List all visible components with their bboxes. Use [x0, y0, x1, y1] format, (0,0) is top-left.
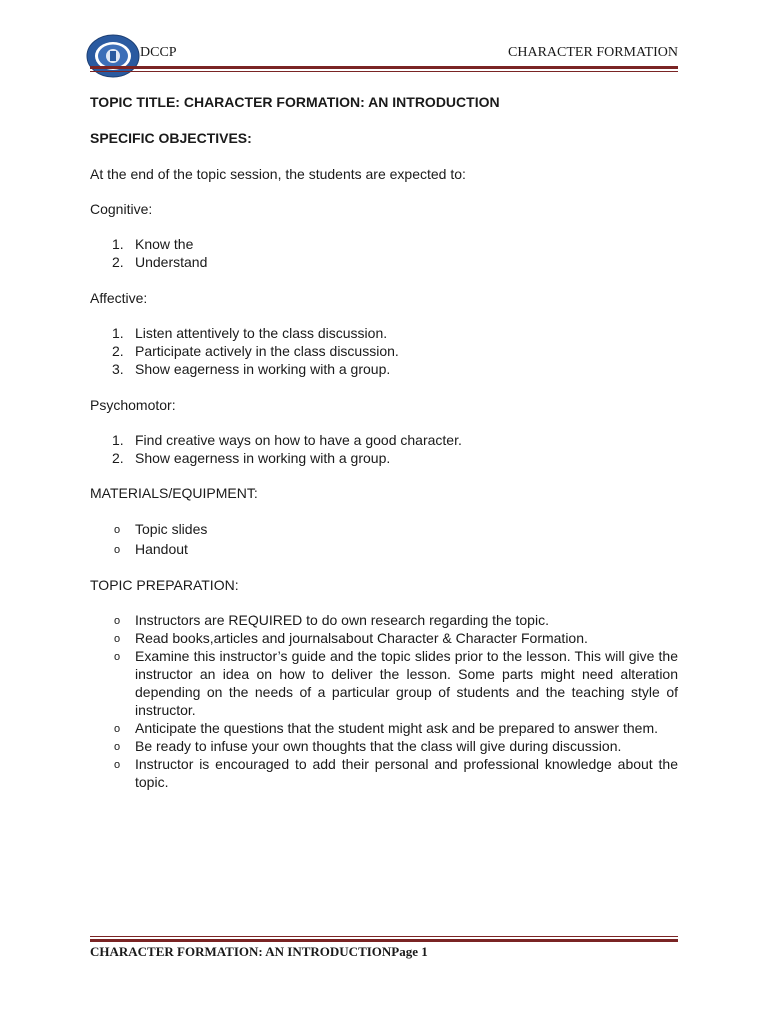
cognitive-list [90, 235, 678, 271]
list-item-text: Read books,articles and journalsabout Character & Character Formation. [135, 630, 588, 646]
bullet-icon: o [114, 741, 121, 753]
list-item-text: Topic slides [135, 521, 208, 537]
page-footer: CHARACTER FORMATION: AN INTRODUCTIONPage 1 [90, 944, 428, 959]
list-item [90, 539, 678, 559]
list-item [90, 342, 678, 360]
list-item [90, 755, 678, 791]
list-number: 3. [112, 361, 124, 377]
materials-list [90, 519, 678, 559]
preparation-list [90, 611, 678, 791]
list-item [90, 719, 678, 737]
list-item-text: Know the [135, 236, 194, 252]
bullet-icon: o [114, 759, 121, 771]
list-number: 1. [112, 236, 124, 252]
header-rule [90, 66, 678, 69]
list-item-text: Find creative ways on how to have a good character. [135, 432, 462, 448]
bullet-icon: o [114, 524, 121, 536]
preparation-label: TOPIC PREPARATION: [90, 577, 239, 593]
bullet-icon: o [114, 651, 121, 663]
list-item-text: Show eagerness in working with a group. [135, 450, 391, 466]
list-item [90, 253, 678, 271]
list-item-text: Participate actively in the class discussion. [135, 343, 399, 359]
list-item [90, 519, 678, 539]
materials-label: MATERIALS/EQUIPMENT: [90, 485, 258, 501]
header-left-label: DCCP [140, 45, 177, 60]
bullet-icon: o [114, 633, 121, 645]
bullet-icon: o [114, 615, 121, 627]
list-item-text: Handout [135, 541, 188, 557]
cognitive-label: Cognitive: [90, 201, 153, 217]
footer-rule [90, 939, 678, 942]
bullet-icon: o [114, 544, 121, 556]
list-item-text: Instructors are REQUIRED to do own research regarding the topic. [135, 612, 549, 628]
intro-text: At the end of the topic session, the students are expected to: [90, 166, 466, 182]
header-right-label: CHARACTER FORMATION [508, 45, 678, 60]
topic-title: TOPIC TITLE: CHARACTER FORMATION: AN INTRODUCTION [90, 94, 500, 110]
list-item-text: Instructor is encouraged to add their personal and professional knowledge about the topic. [135, 756, 678, 790]
psychomotor-label: Psychomotor: [90, 397, 176, 413]
affective-label: Affective: [90, 290, 148, 306]
list-item [90, 360, 678, 378]
list-item [90, 737, 678, 755]
list-item-text: Anticipate the questions that the student might ask and be prepared to answer them. [135, 720, 658, 736]
objectives-heading: SPECIFIC OBJECTIVES: [90, 130, 252, 146]
list-item-text: Understand [135, 254, 208, 270]
list-item-text: Show eagerness in working with a group. [135, 361, 391, 377]
psychomotor-list [90, 431, 678, 467]
list-item [90, 611, 678, 629]
list-item-text: Listen attentively to the class discussion. [135, 325, 388, 341]
list-number: 2. [112, 254, 124, 270]
header-rule-thin [90, 71, 678, 72]
document-body [90, 93, 678, 791]
list-item [90, 235, 678, 253]
list-item [90, 449, 678, 467]
footer-rule-thin [90, 936, 678, 937]
list-number: 1. [112, 325, 124, 341]
list-item [90, 647, 678, 719]
list-item [90, 431, 678, 449]
list-number: 2. [112, 343, 124, 359]
list-item [90, 629, 678, 647]
list-item [90, 324, 678, 342]
list-number: 1. [112, 432, 124, 448]
list-number: 2. [112, 450, 124, 466]
list-item-text: Be ready to infuse your own thoughts that the class will give during discussion. [135, 738, 622, 754]
bullet-icon: o [114, 723, 121, 735]
list-item-text: Examine this instructor’s guide and the topic slides prior to the lesson. This will give the instructor an idea on how to deliver the lesson. Some parts might need alteration depending on the needs of a particular group of students and the teaching style of instructor. [135, 648, 678, 718]
affective-list [90, 324, 678, 378]
